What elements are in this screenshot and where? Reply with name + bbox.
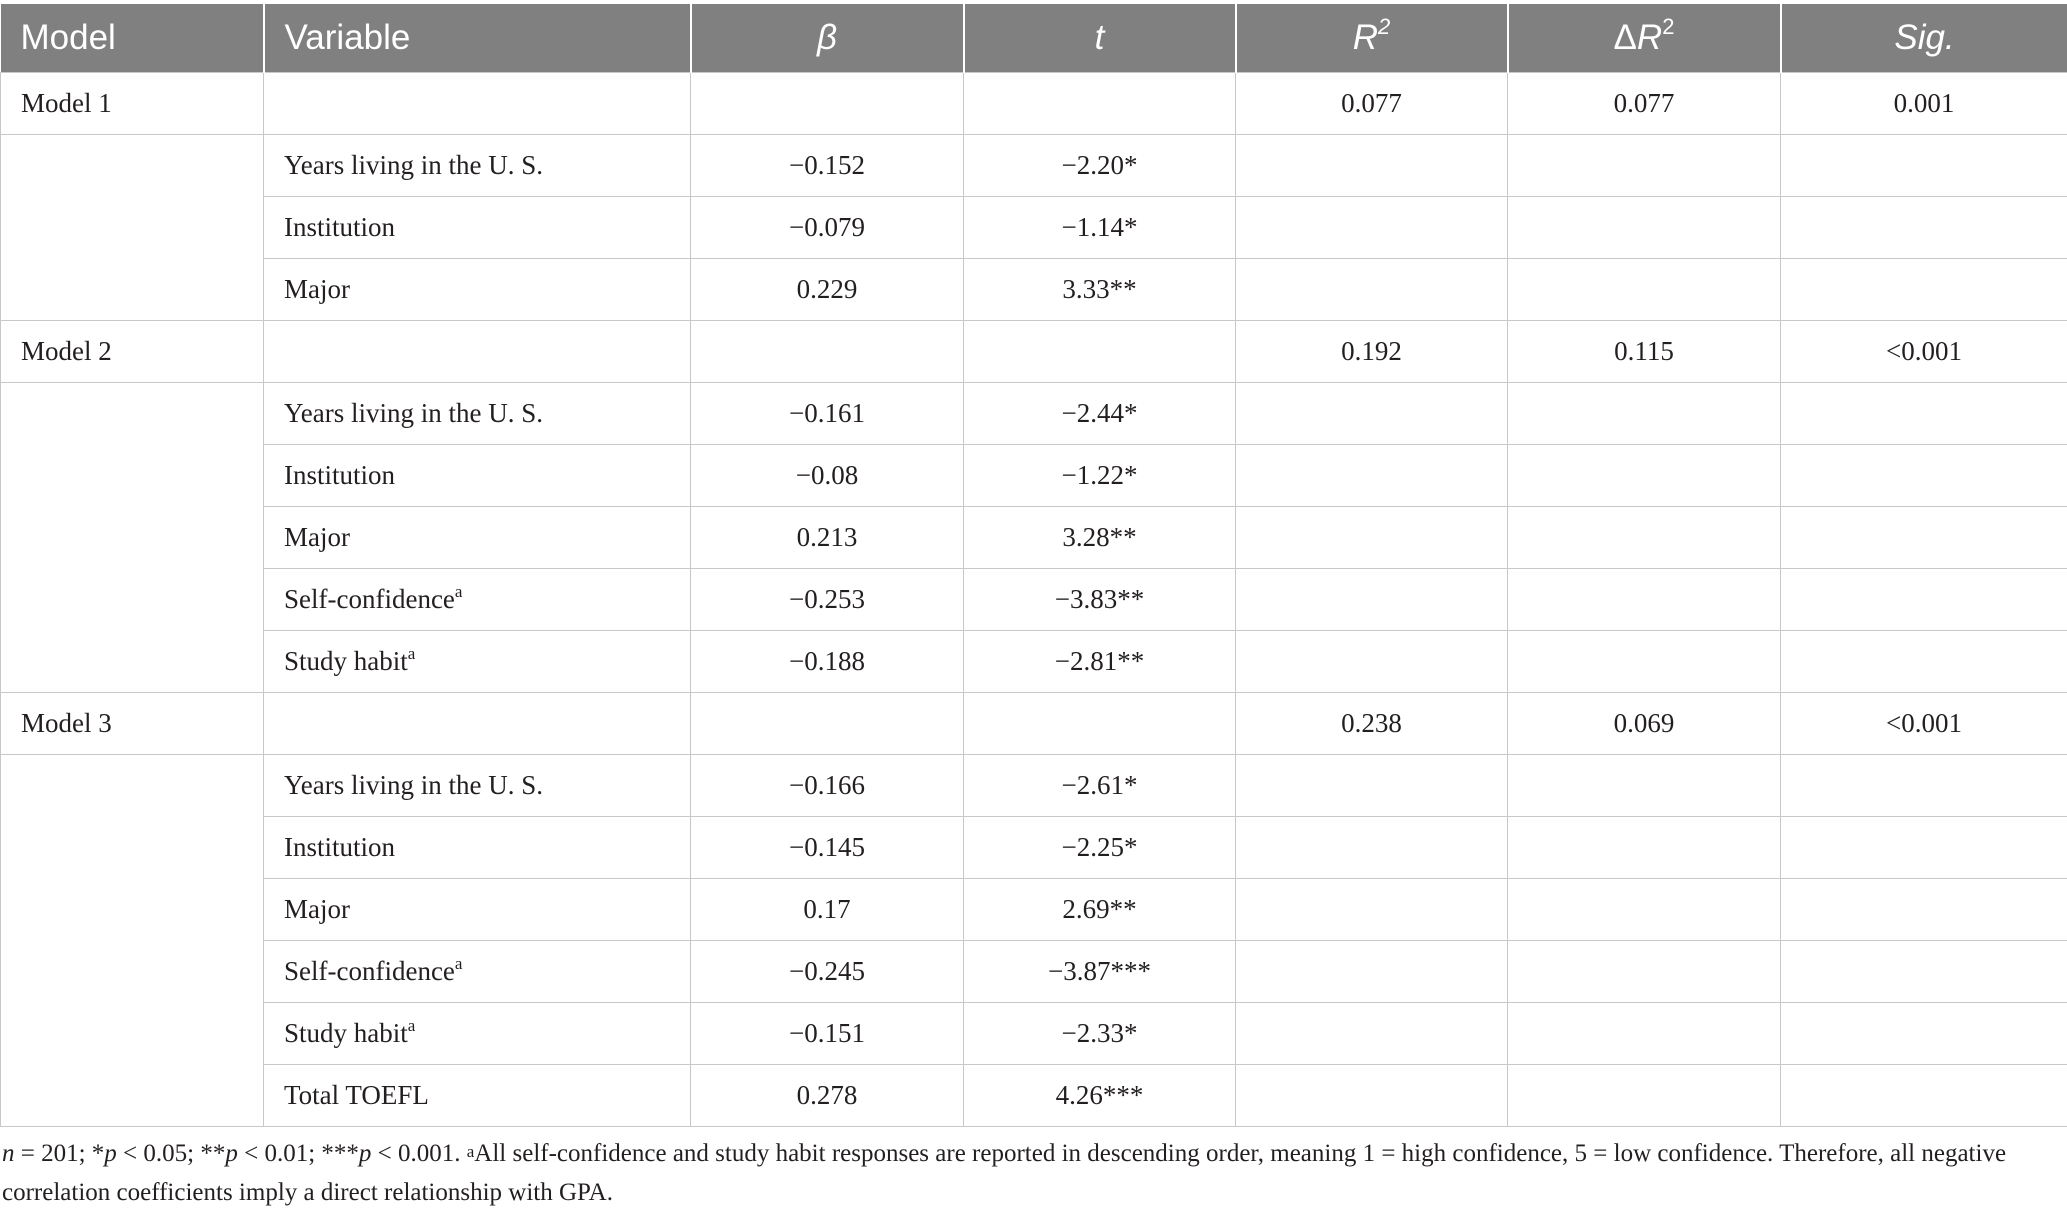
table-body [1,73,2067,1127]
header-variable: Variable [264,4,691,73]
sig-cell [1781,817,2067,879]
t-cell: −2.61* [964,755,1236,817]
t-cell: −2.33* [964,1003,1236,1065]
sig-cell [1781,259,2067,321]
model-group-cell [1,755,264,1127]
beta-cell: −0.161 [691,383,964,445]
beta-cell: −0.08 [691,445,964,507]
r2-cell [1236,817,1508,879]
variable-cell [264,73,691,135]
table-row [1,445,2067,507]
header-delta-r2-sup: 2 [1662,14,1675,39]
r2-cell: 0.192 [1236,321,1508,383]
beta-cell: 0.278 [691,1065,964,1127]
variable-footnote-marker: a [454,954,463,973]
table-footnote [2,1134,2042,1212]
beta-cell: −0.145 [691,817,964,879]
delta-r2-cell [1508,755,1781,817]
footnote-p2-label: p [225,1140,238,1167]
variable-footnote-marker: a [407,1016,416,1035]
footnote-n-label: n [2,1140,15,1167]
header-r2 [1236,4,1508,73]
variable-cell [264,321,691,383]
sig-cell [1781,879,2067,941]
header-sig: Sig. [1781,4,2067,73]
sig-cell [1781,941,2067,1003]
model-summary-row [1,693,2067,755]
sig-cell: 0.001 [1781,73,2067,135]
t-cell: −2.25* [964,817,1236,879]
r2-cell [1236,755,1508,817]
table-row [1,1065,2067,1127]
t-cell: 4.26*** [964,1065,1236,1127]
variable-name: Self-confidence [284,956,455,986]
beta-cell: −0.151 [691,1003,964,1065]
delta-r2-cell [1508,135,1781,197]
t-cell: 2.69** [964,879,1236,941]
variable-cell [264,693,691,755]
delta-r2-cell: 0.115 [1508,321,1781,383]
beta-cell: −0.166 [691,755,964,817]
table-row [1,631,2067,693]
header-model: Model [1,4,264,73]
regression-table [0,4,2067,1127]
variable-name: Total TOEFL [284,1080,429,1110]
delta-r2-cell [1508,445,1781,507]
beta-cell [691,73,964,135]
delta-r2-cell [1508,569,1781,631]
header-r2-base: R [1352,18,1379,57]
model-name-cell: Model 3 [1,693,264,755]
variable-name: Institution [284,832,396,862]
regression-table-container [0,4,2067,1127]
header-beta: β [691,4,964,73]
footnote-a-marker: a [466,1142,475,1161]
r2-cell [1236,197,1508,259]
footnote-p3-text: < 0.001. [371,1140,467,1167]
sig-cell [1781,1065,2067,1127]
header-delta-r2-base: R [1636,18,1663,57]
sig-cell [1781,569,2067,631]
r2-cell: 0.077 [1236,73,1508,135]
variable-cell [264,631,691,693]
variable-name: Years living in the U. S. [284,770,544,800]
beta-cell: 0.229 [691,259,964,321]
header-r2-sup: 2 [1378,14,1391,39]
delta-r2-cell [1508,817,1781,879]
sig-cell: <0.001 [1781,693,2067,755]
r2-cell [1236,1065,1508,1127]
variable-cell [264,879,691,941]
r2-cell [1236,631,1508,693]
variable-cell [264,755,691,817]
variable-footnote-marker: a [454,582,463,601]
variable-name: Years living in the U. S. [284,398,544,428]
delta-r2-cell [1508,507,1781,569]
header-delta-symbol: Δ [1613,18,1637,57]
delta-r2-cell: 0.069 [1508,693,1781,755]
sig-cell [1781,1003,2067,1065]
table-row [1,755,2067,817]
beta-cell: −0.253 [691,569,964,631]
variable-name: Institution [284,212,396,242]
r2-cell [1236,941,1508,1003]
r2-cell [1236,259,1508,321]
header-delta-r2 [1508,4,1781,73]
r2-cell [1236,1003,1508,1065]
variable-name: Study habit [284,1018,408,1048]
beta-cell: −0.152 [691,135,964,197]
delta-r2-cell [1508,259,1781,321]
variable-name: Major [284,522,350,552]
variable-cell [264,1003,691,1065]
sig-cell: <0.001 [1781,321,2067,383]
model-name-cell: Model 1 [1,73,264,135]
model-group-cell [1,135,264,321]
r2-cell [1236,445,1508,507]
sig-cell [1781,507,2067,569]
variable-cell [264,941,691,1003]
t-cell: −2.20* [964,135,1236,197]
sig-cell [1781,755,2067,817]
model-summary-row [1,73,2067,135]
variable-cell [264,445,691,507]
t-cell: −2.44* [964,383,1236,445]
table-row [1,817,2067,879]
beta-cell: −0.245 [691,941,964,1003]
delta-r2-cell [1508,1003,1781,1065]
r2-cell [1236,507,1508,569]
model-group-cell [1,383,264,693]
table-row [1,1003,2067,1065]
table-row [1,941,2067,1003]
variable-footnote-marker: a [407,644,416,663]
delta-r2-cell: 0.077 [1508,73,1781,135]
model-summary-row [1,321,2067,383]
header-t: t [964,4,1236,73]
variable-cell [264,507,691,569]
t-cell: 3.33** [964,259,1236,321]
table-row [1,259,2067,321]
beta-cell: −0.188 [691,631,964,693]
table-header [1,4,2067,73]
variable-name: Study habit [284,646,408,676]
sig-cell [1781,197,2067,259]
variable-name: Years living in the U. S. [284,150,544,180]
variable-name: Major [284,274,350,304]
beta-cell [691,693,964,755]
delta-r2-cell [1508,1065,1781,1127]
r2-cell [1236,383,1508,445]
sig-cell [1781,383,2067,445]
t-cell: 3.28** [964,507,1236,569]
t-cell [964,73,1236,135]
sig-cell [1781,631,2067,693]
variable-cell [264,569,691,631]
footnote-p1-label: p [104,1140,117,1167]
beta-cell: 0.213 [691,507,964,569]
table-row [1,879,2067,941]
footnote-p2-text: < 0.01; *** [237,1140,359,1167]
t-cell: −3.83** [964,569,1236,631]
sig-cell [1781,445,2067,507]
variable-cell [264,135,691,197]
variable-name: Major [284,894,350,924]
variable-cell [264,1065,691,1127]
r2-cell: 0.238 [1236,693,1508,755]
beta-cell: −0.079 [691,197,964,259]
header-row [1,4,2067,73]
r2-cell [1236,135,1508,197]
table-row [1,135,2067,197]
model-name-cell: Model 2 [1,321,264,383]
variable-cell [264,197,691,259]
table-row [1,569,2067,631]
r2-cell [1236,569,1508,631]
delta-r2-cell [1508,197,1781,259]
table-row [1,383,2067,445]
variable-cell [264,259,691,321]
table-row [1,197,2067,259]
t-cell [964,321,1236,383]
footnote-note: All self-confidence and study habit responses are reported in descending order, meaning 1 = high confidence, 5 = low confidence. Therefore, all negative correlation coefficients imply a direct relationship with GPA. [2,1140,2007,1206]
footnote-n-text: = 201; * [14,1140,105,1167]
t-cell: −2.81** [964,631,1236,693]
t-cell: −1.14* [964,197,1236,259]
variable-name: Institution [284,460,396,490]
t-cell: −1.22* [964,445,1236,507]
beta-cell: 0.17 [691,879,964,941]
table-row [1,507,2067,569]
footnote-p1-text: < 0.05; ** [116,1140,226,1167]
footnote-p3-label: p [358,1140,372,1167]
t-cell [964,693,1236,755]
delta-r2-cell [1508,383,1781,445]
delta-r2-cell [1508,941,1781,1003]
sig-cell [1781,135,2067,197]
beta-cell [691,321,964,383]
delta-r2-cell [1508,879,1781,941]
variable-name: Self-confidence [284,584,455,614]
delta-r2-cell [1508,631,1781,693]
t-cell: −3.87*** [964,941,1236,1003]
r2-cell [1236,879,1508,941]
variable-cell [264,383,691,445]
variable-cell [264,817,691,879]
